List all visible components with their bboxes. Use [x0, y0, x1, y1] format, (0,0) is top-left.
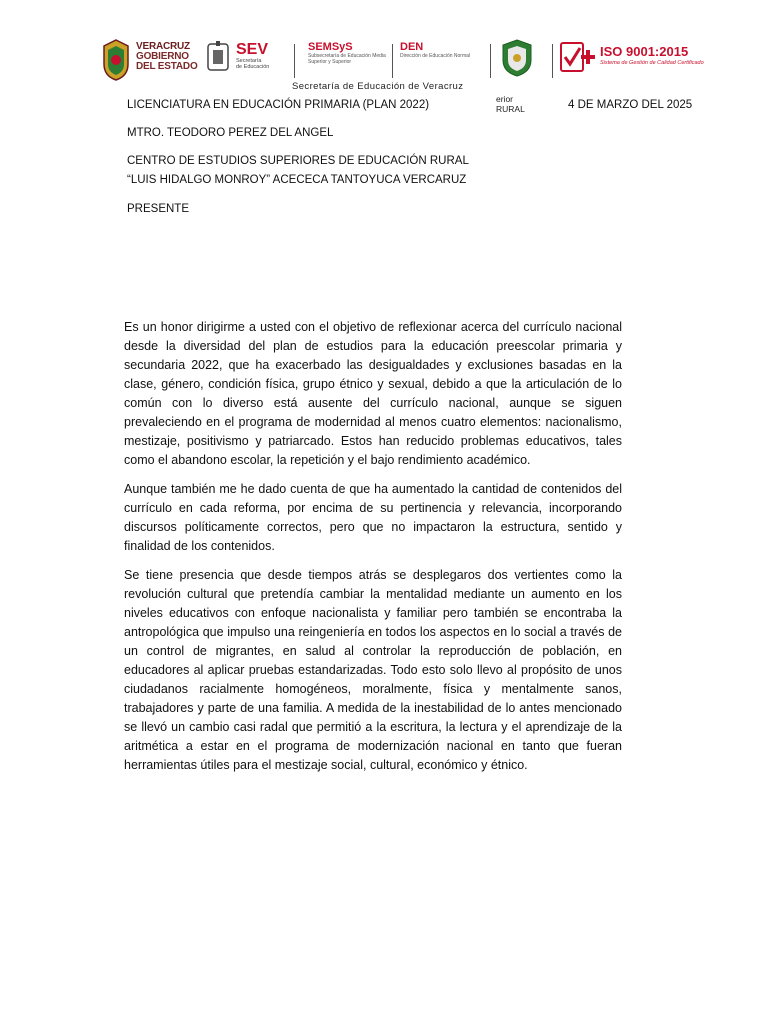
sev-subtitle-1: Secretaría: [236, 58, 262, 64]
iso-subtitle: Sistema de Gestión de Calidad Certificado: [600, 60, 704, 66]
header-fragment-2: RURAL: [496, 104, 525, 114]
semsys-title: SEMSyS: [308, 41, 353, 53]
header-divider: [490, 44, 491, 78]
paragraph: Aunque también me he dado cuenta de que ha aumentado la cantidad de contenidos del currículo en cada reforma, por encima de su pertinencia y relevancia, incorporando discursos políticamente correctos, pero que no impactaron la estructura, sentido y finalidad de los contenidos.: [124, 482, 622, 553]
veracruz-seal-icon: [100, 38, 132, 82]
institution-line-1: CENTRO DE ESTUDIOS SUPERIORES DE EDUCACIÓN RURAL: [127, 155, 469, 167]
school-crest-icon: [500, 38, 534, 78]
veracruz-label: VERACRUZ: [136, 41, 190, 52]
letter-date: 4 DE MARZO DEL 2025: [568, 99, 693, 111]
sev-title: SEV: [236, 41, 269, 58]
secretaria-label: Secretaría de Educación de Veracruz: [292, 81, 464, 92]
header-divider: [392, 44, 393, 78]
institution-line-2: “LUIS HIDALGO MONROY” ACECECA TANTOYUCA VERCARUZ: [127, 174, 467, 186]
paragraph: Se tiene presencia que desde tiempos atrás se desplegaros dos vertientes como la revolución cultural que pretendía cambiar la mentalidad mediante un aumento en los niveles educativos con enfoque nacionalista y familiar pero también se encontraba la antropológica que impulso una reingeniería en todos los aspectos en lo social a través de un control de migrantes, en salud al controlar la reproducción de población, en educadores al aplicar pruebas estandarizadas. Todo esto solo llevo al propósito de unos ciudadanos racialmente homogéneos, moralmente, física y mentalmente sanos, trabajadores y parte de una familia. A medida de la inestabilidad de lo antes mencionado se llevó un cambio casi radal que permitió a la escritura, la lectura y el aprendizaje de la aritmética a estar en el programa de modernización nacional en tanto que fueran herramientas útiles para el mestizaje social, cultural, económico y étnico.: [124, 568, 622, 772]
iso-certification-icon: [560, 42, 598, 72]
header-divider: [294, 44, 295, 78]
iso-title: ISO 9001:2015: [600, 44, 689, 59]
sev-logo: [236, 42, 269, 70]
den-subtitle: Dirección de Educación Normal: [400, 53, 471, 59]
den-title: DEN: [400, 41, 424, 53]
gobierno-label: GOBIERNO: [136, 51, 189, 62]
paragraph: Es un honor dirigirme a usted con el objetivo de reflexionar acerca del currículo nacional desde la diversidad del plan de estudios para la educación preescolar primaria y secundaria 2022, que ha exacerbado las desigualdades y exclusiones basadas en la clase, género, condición física, grupo étnico y sexual, debido a que la articulación de lo común con lo diverso está ausente del currículo nacional, aunque se siguen prevaleciendo en el programa de modernidad al menos cuatro elementos: nacionalismo, mestizaje, positivismo y patriarcado. Estos han reducido problemas educativos, tales como el abandono escolar, la repetición y el bajo rendimiento académico.: [124, 320, 622, 467]
del-estado-label: DEL ESTADO: [136, 61, 198, 72]
header-fragment: [496, 94, 525, 114]
den-logo: [400, 42, 486, 59]
recipient-name: MTRO. TEODORO PEREZ DEL ANGEL: [127, 127, 334, 139]
letter-body: [124, 318, 622, 785]
semsys-subtitle: Subsecretaría de Educación Media Superior y Superior: [308, 53, 386, 65]
header-divider: [552, 44, 553, 78]
program-line: LICENCIATURA EN EDUCACIÓN PRIMARIA (PLAN 2022): [127, 99, 430, 111]
salutation: PRESENTE: [127, 203, 189, 215]
header-fragment-1: erior: [496, 94, 514, 104]
sev-seal-icon: [206, 40, 230, 74]
veracruz-gobierno-logo: [136, 42, 198, 72]
sev-subtitle-2: de Educación: [236, 64, 270, 70]
semsys-logo: [308, 42, 390, 65]
